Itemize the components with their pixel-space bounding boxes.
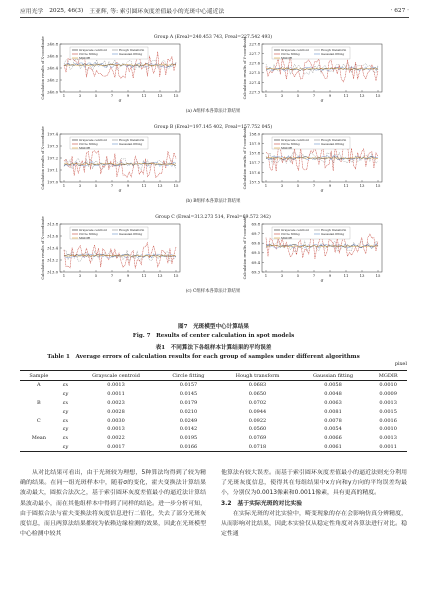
table-row (20, 416, 407, 425)
table-cell: 0.0030 (107, 417, 125, 424)
legend-label: Hough transform (119, 138, 145, 143)
table-cell: 0.0028 (107, 408, 125, 415)
body-paragraph: 在实际光斑的对比实验中，畸变现象的存在会影响仿真分辨精度，从而影响对比结果，因此本实验仅从稳定性角度对各算法进行对比。稳定性通 (221, 510, 407, 538)
x-axis-label: σ (118, 278, 122, 283)
x-tick-label: 5 (296, 273, 300, 278)
y-axis-label: Calculation results of X-coordinate (41, 36, 45, 100)
x-tick-label: 5 (296, 93, 300, 98)
y-tick-label: 313.2 (47, 257, 58, 263)
table-cell: 0.0058 (324, 382, 342, 389)
group-title: Group C (Ereal=313.273 514, Freal=69.572 342) (155, 215, 271, 220)
table-cell: 0.0249 (179, 417, 198, 424)
journal-issue: 2025, 46(3) (49, 7, 84, 14)
y-tick-label: 227.7 (249, 51, 260, 56)
table-cell: C (36, 417, 41, 424)
table-cell: 0.0063 (324, 399, 342, 406)
legend-label: MGDIR (281, 236, 292, 241)
y-axis-label: Calculation results of X-coordinate (41, 216, 45, 280)
legend-label: Grayscale centroid (79, 138, 107, 143)
table-cell (20, 425, 58, 434)
x-axis-label: σ (320, 188, 324, 193)
legend-label: Circle fitting (79, 52, 98, 57)
legend-label: Grayscale centroid (281, 228, 309, 233)
table-header-cell: Hough transform (218, 371, 297, 381)
article-title: 王亚辉, 等: 索引圆环灰度差值最小的光斑中心遥近法 (89, 9, 225, 15)
table-cell: 0.0011 (107, 391, 125, 398)
table-header-cell (58, 371, 74, 381)
table-cell: Mean (31, 435, 46, 442)
table-row (20, 407, 407, 416)
table-cell: 0.0944 (248, 408, 267, 415)
y-tick-label: 227.6 (249, 60, 260, 66)
x-tick-label: 13 (157, 273, 163, 278)
table-cell: 0.0015 (379, 408, 397, 415)
legend-label: Grayscale centroid (281, 48, 309, 53)
table-header-cell: Gaussian fitting (297, 371, 370, 381)
table-cell: 0.0769 (248, 435, 267, 442)
table-cell: 0.0009 (379, 391, 397, 398)
table-header-cell: MGDIR (369, 371, 407, 381)
table-cell: εx (62, 382, 69, 389)
y-tick-label: 313.6 (47, 233, 58, 239)
table-cell: 0.0922 (248, 417, 267, 424)
legend-label: Gaussian fitting (119, 142, 143, 147)
table-cell: 0.0650 (248, 391, 267, 398)
x-tick-label: 1 (62, 93, 66, 98)
y-tick-label: 313.0 (47, 269, 58, 275)
y-tick-label: 69.7 (251, 231, 260, 236)
x-tick-label: 1 (62, 183, 66, 188)
legend-label: Grayscale centroid (79, 228, 107, 233)
table-cell: 0.0013 (379, 399, 397, 406)
x-tick-label: 7 (110, 93, 114, 98)
legend-label: Gaussian fitting (321, 142, 345, 147)
table-cell: 0.0013 (379, 435, 397, 442)
y-tick-label: 240.4 (47, 65, 58, 71)
legend-label: MGDIR (79, 146, 90, 151)
table-cell: 0.0195 (179, 435, 198, 442)
subfigure-caption: (a) A组样本各算法计算结果 (185, 109, 241, 114)
table-cell (20, 390, 58, 399)
x-axis-label: σ (320, 278, 324, 283)
x-tick-label: 9 (328, 183, 332, 188)
legend-label: Hough transform (119, 228, 145, 233)
series-line-2 (64, 243, 176, 269)
x-tick-label: 9 (328, 93, 332, 98)
table-cell: 0.0017 (73, 442, 158, 451)
x-tick-label: 7 (312, 93, 316, 98)
table-row (20, 442, 407, 451)
subfigure-caption: (c) C组样本各算法计算结果 (185, 289, 241, 294)
legend-label: Hough transform (321, 138, 347, 143)
table-caption-cn: 表1 不同算法下各组样本计算结果的平均误差 (155, 345, 272, 351)
y-tick-label: 240.0 (47, 89, 58, 95)
x-tick-label: 9 (126, 183, 130, 188)
table-header-cell: Sample (20, 371, 58, 381)
y-tick-label: 313.4 (47, 245, 58, 251)
body-left-column (20, 468, 206, 539)
legend-label: Grayscale centroid (281, 138, 309, 143)
table-row (20, 434, 407, 443)
x-tick-label: 7 (312, 183, 316, 188)
y-axis-label: Calculation results of Y-coordinate (243, 36, 247, 100)
legend-label: Hough transform (321, 228, 347, 233)
table-cell: 0.0022 (107, 435, 125, 442)
results-table (20, 370, 407, 452)
x-tick-label: 7 (110, 273, 114, 278)
y-tick-label: 227.4 (249, 79, 260, 85)
table-cell: 0.0061 (297, 442, 370, 451)
y-tick-label: 227.8 (249, 41, 260, 47)
x-tick-label: 11 (141, 93, 147, 98)
table-unit: pixel (394, 361, 407, 367)
table-cell: 0.0179 (179, 399, 198, 406)
y-tick-label: 69.8 (251, 221, 260, 227)
x-tick-label: 11 (343, 93, 349, 98)
legend-label: Gaussian fitting (119, 52, 143, 57)
legend-label: Gaussian fitting (321, 232, 345, 237)
y-tick-label: 69.3 (251, 269, 260, 275)
legend-label: Gaussian fitting (321, 52, 345, 57)
table-cell: 0.0010 (379, 382, 397, 389)
y-tick-label: 197.1 (47, 167, 58, 173)
table-cell: 0.0702 (248, 399, 267, 406)
x-tick-label: 13 (359, 93, 365, 98)
y-tick-label: 197.0 (47, 179, 58, 185)
legend-label: Gaussian fitting (119, 232, 143, 237)
x-tick-label: 3 (78, 93, 82, 98)
legend-label: Circle fitting (79, 232, 98, 237)
table-cell: 0.0023 (107, 399, 125, 406)
x-tick-label: 9 (328, 273, 332, 278)
table-cell: 0.0054 (324, 426, 342, 433)
table-cell: 0.0066 (324, 435, 342, 442)
table-cell: εx (62, 399, 69, 406)
x-tick-label: 1 (62, 273, 66, 278)
x-tick-label: 15 (375, 183, 381, 188)
figure-caption-cn: 图7 光斑模型中心计算结果 (177, 324, 250, 330)
table-cell: 0.0145 (179, 391, 198, 398)
x-tick-label: 13 (157, 183, 163, 188)
x-tick-label: 13 (157, 93, 163, 98)
table-cell: εy (62, 426, 69, 433)
y-tick-label: 157.8 (249, 150, 260, 156)
legend-label: MGDIR (281, 146, 292, 151)
table-cell: 0.0142 (179, 426, 198, 433)
journal-name: 应用光学 (20, 9, 44, 15)
x-tick-label: 11 (141, 273, 147, 278)
table-cell: A (37, 382, 41, 389)
x-tick-label: 1 (264, 93, 268, 98)
running-header (20, 6, 409, 18)
x-tick-label: 11 (141, 183, 147, 188)
y-tick-label: 158.0 (249, 131, 260, 137)
group-title: Group B (Ereal=197.145 402, Freal=157.752 045) (153, 125, 273, 130)
x-tick-label: 15 (375, 273, 381, 278)
table-row (20, 390, 407, 399)
legend-label: Circle fitting (281, 52, 300, 57)
legend-label: MGDIR (281, 56, 292, 61)
table-cell: 0.0683 (248, 382, 267, 389)
x-tick-label: 15 (173, 93, 179, 98)
table-cell: B (37, 399, 41, 406)
subfigure-caption: (b) B组样本各算法计算结果 (185, 199, 241, 204)
body-paragraph: 他算法有较大误差。而基于索引圆环灰度差值最小的逼近法则充分利用了光斑灰度信息，使得其在每组结果中x方向和y方向的平均误差均最小，分别仅为0.0013像素和0.0011像素，具有更高的精度。 (221, 470, 407, 497)
x-tick-label: 13 (359, 273, 365, 278)
x-tick-label: 7 (312, 273, 316, 278)
table-cell: 0.0560 (248, 426, 267, 433)
y-tick-label: 69.6 (251, 240, 260, 246)
x-tick-label: 5 (94, 183, 98, 188)
x-tick-label: 15 (173, 183, 179, 188)
x-tick-label: 15 (173, 273, 179, 278)
table-row (20, 399, 407, 408)
table-cell: εy (62, 391, 69, 398)
figure-svg (0, 20, 427, 320)
legend-label: Grayscale centroid (79, 48, 107, 53)
x-tick-label: 1 (264, 183, 268, 188)
x-tick-label: 5 (94, 273, 98, 278)
x-axis-label: σ (320, 98, 324, 103)
table-cell (20, 442, 58, 451)
table-cell: 0.0166 (159, 442, 218, 451)
table-caption-en: Table 1 Average errors of calculation results for each group of samples under different algorithms (47, 354, 360, 360)
table-header-cell: Grayscale centroid (73, 371, 158, 381)
table-cell: 0.0157 (179, 382, 198, 389)
table-header-cell: Circle fitting (159, 371, 218, 381)
table-cell: 0.0078 (324, 417, 342, 424)
table-cell: 0.0010 (379, 426, 397, 433)
section-heading: 3.2 基于实际光斑的对比实验 (221, 500, 303, 507)
y-tick-label: 157.6 (249, 169, 260, 175)
x-tick-label: 3 (280, 273, 284, 278)
y-tick-label: 240.6 (47, 53, 58, 59)
table-cell (20, 407, 58, 416)
table-cell: εx (62, 417, 69, 424)
y-tick-label: 157.7 (249, 160, 260, 166)
table-cell: 0.0011 (369, 442, 407, 451)
y-axis-label: Calculation results of Y-coordinate (243, 216, 247, 280)
y-axis-label: Calculation results of Y-coordinate (243, 126, 247, 190)
table-cell: 0.0210 (179, 408, 198, 415)
y-tick-label: 69.4 (251, 259, 260, 265)
table-cell: εy (58, 442, 74, 451)
table-cell: 0.0013 (107, 426, 125, 433)
x-tick-label: 9 (126, 273, 130, 278)
y-tick-label: 197.2 (47, 155, 58, 161)
x-tick-label: 3 (78, 183, 82, 188)
table-cell: 0.0013 (107, 382, 125, 389)
group-title: Group A (Ereal=240.453 743, Freal=227.542 493) (153, 35, 273, 40)
x-tick-label: 13 (359, 183, 365, 188)
y-tick-label: 313.8 (47, 221, 58, 227)
x-tick-label: 9 (126, 93, 130, 98)
body-paragraph: 从对比结果可看出，由于光斑较为理想，5种算法均得到了较为精确的结果。在同一组光斑样本中，随着σ的变化，霍夫变换法计算结果波动最大，圆拟合法次之，基于索引圆环灰度差值最小的逼近法计算结果波动最小，而在其他组样本中得到了同样的结论。进一步分析可知，由于圆拟合法与霍夫变换法将灰度信息进行二值化，失去了部分光斑灰度信息，而且两算法结果都较为依赖边缘检测的效果，因此在光斑模型中心检测中较其 (20, 470, 206, 538)
legend-label: Hough transform (119, 48, 145, 53)
table-cell: εy (62, 408, 69, 415)
x-tick-label: 5 (296, 183, 300, 188)
x-tick-label: 1 (264, 273, 268, 278)
y-tick-label: 157.9 (249, 141, 260, 146)
y-axis-label: Calculation results of X-coordinate (41, 126, 45, 190)
legend-label: MGDIR (79, 236, 90, 241)
x-tick-label: 7 (110, 183, 114, 188)
legend-label: Hough transform (321, 48, 347, 53)
x-axis-label: σ (118, 98, 122, 103)
x-axis-label: σ (118, 188, 122, 193)
x-tick-label: 3 (280, 93, 284, 98)
legend-label: Circle fitting (79, 142, 98, 147)
x-tick-label: 15 (375, 93, 381, 98)
body-right-column (221, 468, 407, 539)
table-cell: 0.0718 (218, 442, 297, 451)
y-tick-label: 240.2 (47, 77, 58, 83)
y-tick-label: 227.3 (249, 89, 260, 95)
y-tick-label: 227.5 (249, 70, 260, 76)
table-cell: 0.0016 (379, 417, 397, 424)
legend-label: Circle fitting (281, 142, 300, 147)
x-tick-label: 11 (343, 273, 349, 278)
y-tick-label: 197.3 (47, 143, 58, 149)
legend-label: Circle fitting (281, 232, 300, 237)
x-tick-label: 3 (280, 183, 284, 188)
table-cell: 0.0048 (324, 391, 342, 398)
y-tick-label: 69.5 (251, 250, 260, 256)
figure-caption-en: Fig. 7 Results of center calculation in spot models (132, 333, 295, 339)
x-tick-label: 11 (343, 183, 349, 188)
table-cell: 0.0081 (324, 408, 342, 415)
x-tick-label: 3 (78, 273, 82, 278)
y-tick-label: 197.4 (47, 131, 58, 137)
x-tick-label: 5 (94, 93, 98, 98)
legend-label: MGDIR (79, 56, 90, 61)
page-number: · 627 · (390, 7, 409, 14)
y-tick-label: 240.8 (47, 41, 58, 47)
table-row (20, 381, 407, 390)
table-row (20, 425, 407, 434)
table-cell: εx (62, 435, 69, 442)
y-tick-label: 157.5 (249, 179, 260, 185)
